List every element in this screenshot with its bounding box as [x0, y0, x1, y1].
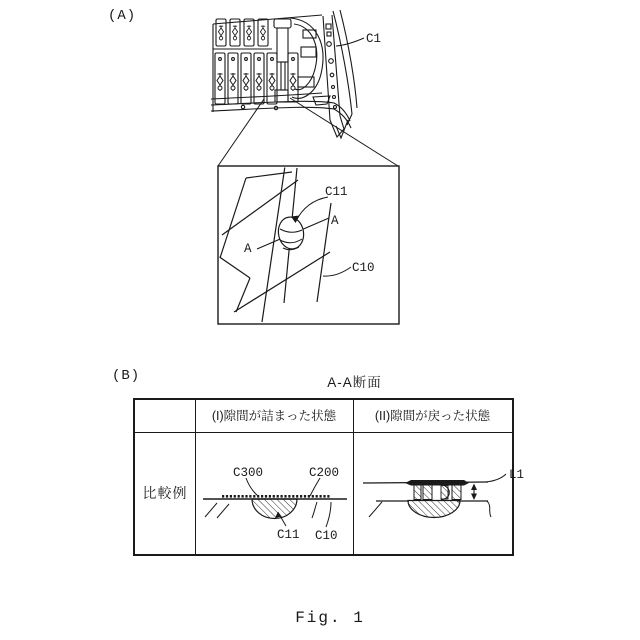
c1-reference-label: C1 [366, 32, 382, 46]
figure-caption: Fig. 1 [295, 609, 365, 627]
c10-leader-line [326, 502, 331, 527]
c200-reference-label: C200 [309, 466, 340, 480]
table-header-state2: (II)隙間が戻った状態 [374, 409, 491, 423]
section-marker-right: A [331, 214, 339, 228]
cross-section-state2 [363, 474, 506, 518]
loop-strip [414, 485, 421, 500]
c11-reference-label: C11 [277, 528, 300, 542]
l1-arrowhead-up [471, 484, 477, 491]
break-mark [205, 503, 217, 517]
cross-section-state1 [203, 478, 347, 527]
table-row-label: 比較例 [142, 485, 188, 501]
pile-bowl [252, 499, 297, 519]
c300-reference-label: C300 [233, 466, 264, 480]
break-mark [369, 502, 382, 517]
side-pillar [323, 15, 344, 137]
center-strut [274, 19, 291, 102]
loop-strip [452, 485, 461, 500]
section-marker-left: A [244, 242, 252, 256]
l1-arrowhead-down [471, 494, 477, 501]
c10-reference-label: C10 [352, 261, 375, 275]
section-table-title: A-A断面 [327, 375, 382, 390]
c200-leader-line [310, 478, 320, 496]
c10-reference-label: C10 [315, 529, 338, 543]
break-mark [487, 501, 491, 517]
c11-reference-label: C11 [325, 185, 348, 199]
loop-strip [423, 485, 432, 500]
l1-leader-line [486, 474, 506, 482]
panel-a-label: (A) [108, 8, 137, 24]
c300-leader-line [246, 478, 258, 496]
zoom-leader-right [290, 98, 398, 166]
pile-bowl [408, 501, 460, 518]
break-mark [312, 502, 317, 518]
table-header-state1: (I)隙間が詰まった状態 [211, 409, 337, 423]
panel-b-label: (B) [112, 368, 141, 384]
break-mark [217, 504, 229, 518]
assembly-drawing [211, 10, 357, 138]
frame-recess [290, 18, 323, 98]
l1-reference-label: L1 [509, 468, 525, 482]
